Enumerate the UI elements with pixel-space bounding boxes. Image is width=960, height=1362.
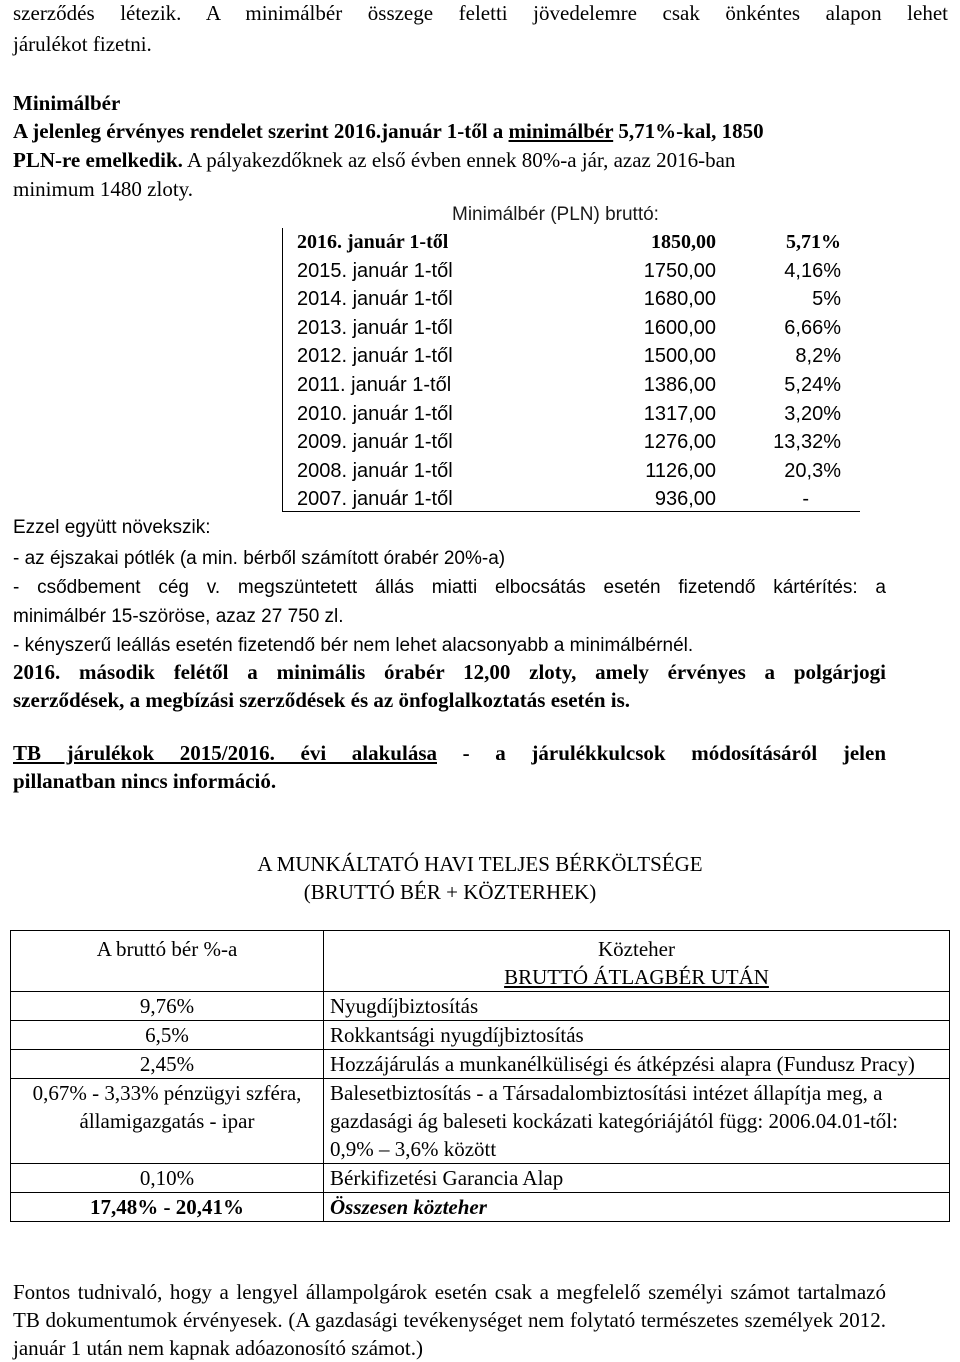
- minimalber-line-3: minimum 1480 zloty.: [13, 177, 194, 201]
- wage-row: [283, 285, 861, 314]
- cost-name: Hozzájárulás a munkanélküliségi és átképzési alapra (Fundusz Pracy): [324, 1050, 950, 1079]
- minimalber-line-1: [13, 121, 764, 142]
- cost-name: Bérkifizetési Garancia Alap: [324, 1164, 950, 1193]
- wage-date: 2011. január 1-től: [297, 374, 452, 396]
- wage-date: 2016. január 1-től: [297, 231, 449, 253]
- wage-pct: 6,66%: [784, 316, 841, 339]
- intro-line-1: szerződés létezik. A minimálbér összege feletti jövedelemre csak önkéntes alapon lehet: [13, 1, 948, 25]
- cost-col-right-header: [324, 931, 950, 992]
- wage-pct: 5,24%: [784, 374, 841, 396]
- growth-item-3: - kényszerű leállás esetén fizetendő bér nem lehet alacsonyabb a minimálbérnél.: [13, 635, 694, 656]
- growth-bold-line-1: 2016. második felétől a minimális órabér 12,00 zloty, amely érvényes a polgárjogi: [13, 660, 886, 684]
- wage-row: [283, 257, 861, 286]
- cost-title-1: A MUNKÁLTATÓ HAVI TELJES BÉRKÖLTSÉGE: [257, 852, 703, 876]
- wage-date: 2012. január 1-től: [297, 345, 453, 368]
- wage-pct: 3,20%: [784, 402, 841, 425]
- wage-row: [283, 400, 861, 429]
- minimalber-line-1c: 5,71%-kal, 1850: [613, 119, 764, 143]
- wage-pct: 5,71%: [786, 231, 841, 253]
- wage-date: 2008. január 1-től: [297, 459, 453, 482]
- wage-amount: 1500,00: [643, 345, 716, 368]
- cost-pct: 2,45%: [11, 1050, 324, 1079]
- wage-table: [282, 228, 860, 512]
- tb-line-1: [13, 743, 886, 764]
- table-row: [11, 1050, 950, 1079]
- wage-amount: 1317,00: [643, 402, 716, 425]
- wage-row: [283, 428, 861, 457]
- cost-name: Rokkantsági nyugdíjbiztosítás: [324, 1021, 950, 1050]
- cost-pct: 0,10%: [11, 1164, 324, 1193]
- wage-date: 2007. január 1-től: [297, 488, 453, 511]
- table-row: [11, 992, 950, 1021]
- wage-amount: 1680,00: [643, 288, 716, 311]
- cost-subheader: BRUTTÓ ÁTLAGBÉR UTÁN: [504, 965, 769, 989]
- wage-row: [283, 228, 861, 257]
- wage-pct: 8,2%: [795, 345, 841, 368]
- wage-row: [283, 371, 861, 400]
- wage-date: 2014. január 1-től: [297, 288, 453, 311]
- cost-pct: 0,67% - 3,33% pénzügyi szféra, államigazgatás - ipar: [11, 1079, 324, 1164]
- wage-row: [283, 485, 861, 514]
- cost-col-right-label: Közteher: [598, 937, 675, 961]
- growth-item-2-line-1: - csődbement cég v. megszüntetett állás miatti elbocsátás esetén fizetendő kártérítés: a: [13, 577, 886, 598]
- wage-amount: 1276,00: [643, 431, 716, 454]
- intro-line-2: járulékot fizetni.: [13, 32, 152, 56]
- footer-note: Fontos tudnivaló, hogy a lengyel állampolgárok esetén csak a megfelelő személyi számot tartalmazó TB dokumentumok érvényesek. (A gazdasági tevékenységet nem folytató természetes személyek 2012. január 1 után nem kapnak adóazonosító számot.): [13, 1280, 886, 1360]
- cost-col-left-header: A bruttó bér %-a: [11, 931, 324, 992]
- wage-date: 2009. január 1-től: [297, 431, 453, 454]
- wage-date: 2015. január 1-től: [297, 259, 453, 282]
- cost-total-row: [11, 1193, 950, 1222]
- wage-pct: 4,16%: [784, 259, 841, 282]
- wage-pct: 5%: [812, 288, 841, 311]
- wage-amount: 1600,00: [643, 316, 716, 339]
- table-row: [11, 1164, 950, 1193]
- minimalber-link[interactable]: minimálbér: [508, 119, 614, 143]
- cost-table: [10, 930, 950, 1222]
- table-row: [11, 1021, 950, 1050]
- growth-item-2-line-2: minimálbér 15-szöröse, azaz 27 750 zl.: [13, 606, 344, 627]
- table-row: [11, 1079, 950, 1164]
- cost-total-pct: 17,48% - 20,41%: [11, 1193, 324, 1222]
- minimalber-line-2: [13, 150, 735, 171]
- minimalber-heading: Minimálbér: [13, 91, 121, 115]
- tb-line-2: pillanatban nincs információ.: [13, 769, 277, 793]
- tb-link[interactable]: TB járulékok 2015/2016. évi alakulása: [13, 741, 437, 765]
- wage-pct: 20,3%: [784, 459, 841, 482]
- wage-date: 2010. január 1-től: [297, 402, 453, 425]
- wage-date: 2013. január 1-től: [297, 316, 453, 339]
- wage-amount: 936,00: [654, 488, 716, 511]
- cost-pct: 6,5%: [11, 1021, 324, 1050]
- wage-amount: 1850,00: [651, 231, 716, 253]
- wage-row: [283, 342, 861, 371]
- tb-line-1b: - a járulékkulcsok módosításáról jelen: [437, 741, 886, 765]
- cost-pct: 9,76%: [11, 992, 324, 1021]
- cost-total-name: Összesen közteher: [324, 1193, 950, 1222]
- minimalber-line-1a: A jelenleg érvényes rendelet szerint 2016.január 1-től a: [13, 119, 509, 143]
- wage-amount: 1126,00: [645, 459, 716, 482]
- minimalber-line-2b: A pályakezdőknek az első évben ennek 80%-a jár, azaz 2016-ban: [182, 148, 736, 172]
- growth-bold-line-2: szerződések, a megbízási szerződések és az önfoglalkoztatás esetén is.: [13, 688, 631, 712]
- wage-amount: 1750,00: [643, 259, 716, 282]
- wage-row: [283, 314, 861, 343]
- growth-item-1: - az éjszakai pótlék (a min. bérből számított órabér 20%-a): [13, 548, 506, 569]
- wage-amount: 1386,00: [643, 374, 716, 396]
- wage-pct: -: [802, 488, 809, 511]
- wage-table-title: Minimálbér (PLN) bruttó:: [452, 204, 659, 225]
- cost-name: Nyugdíjbiztosítás: [324, 992, 950, 1021]
- wage-row: [283, 457, 861, 486]
- growth-heading: Ezzel együtt növekszik:: [13, 517, 211, 538]
- wage-pct: 13,32%: [773, 431, 841, 454]
- cost-title-2: (BRUTTÓ BÉR + KÖZTERHEK): [303, 880, 597, 904]
- cost-name: Balesetbiztosítás - a Társadalombiztosítási intézet állapítja meg, a gazdasági ág baleseti kockázati kategóriájától függ: 2006.04.01-től: 0,9% – 3,6% között: [324, 1079, 950, 1164]
- minimalber-line-2a: PLN-re emelkedik.: [13, 148, 183, 172]
- cost-header-row: [11, 931, 950, 992]
